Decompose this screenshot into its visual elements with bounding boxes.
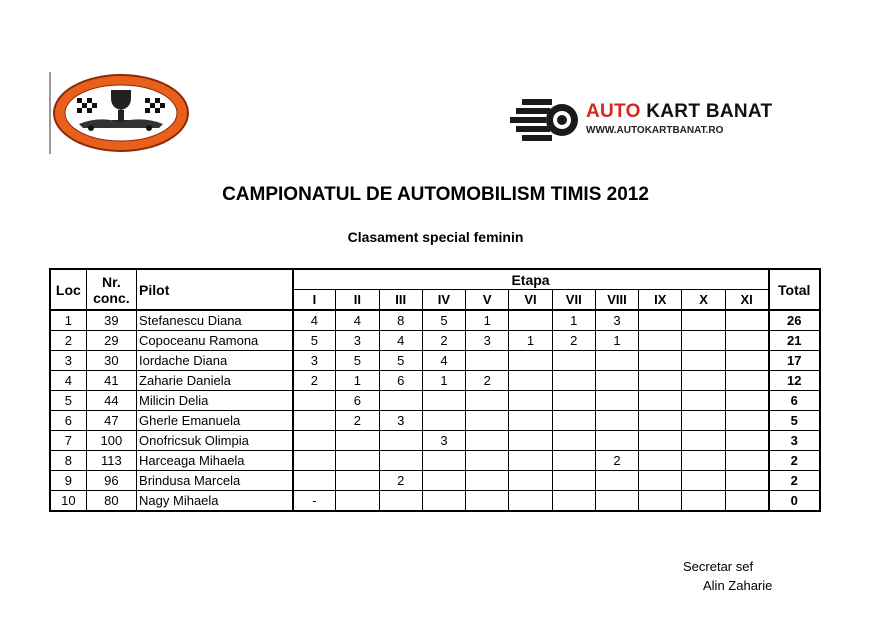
cell-stage-3: 5: [379, 351, 422, 371]
cell-stage-9: [639, 351, 682, 371]
cell-stage-7: [552, 491, 595, 512]
cell-nr: 44: [86, 391, 136, 411]
cell-stage-5: [466, 491, 509, 512]
stage-header-5: V: [466, 290, 509, 311]
cell-total: 5: [769, 411, 820, 431]
cell-stage-10: [682, 411, 725, 431]
cell-total: 12: [769, 371, 820, 391]
cell-stage-8: [595, 431, 638, 451]
cell-stage-5: [466, 351, 509, 371]
header-nr: Nr. conc.: [86, 269, 136, 310]
cell-pilot: Nagy Mihaela: [137, 491, 293, 512]
cell-stage-3: 6: [379, 371, 422, 391]
header-etapa: Etapa: [293, 269, 769, 290]
page-subtitle: Clasament special feminin: [347, 229, 524, 245]
stage-header-10: X: [682, 290, 725, 311]
cell-stage-11: [725, 331, 768, 351]
cell-stage-8: [595, 351, 638, 371]
table-row: [50, 411, 820, 431]
cell-stage-10: [682, 451, 725, 471]
cell-stage-6: [509, 431, 552, 451]
cell-stage-4: [422, 391, 465, 411]
brand-name: AUTO KART BANAT: [586, 101, 773, 122]
cell-pilot: Stefanescu Diana: [137, 310, 293, 331]
cell-stage-9: [639, 451, 682, 471]
cell-stage-5: 3: [466, 331, 509, 351]
stage-header-8: VIII: [595, 290, 638, 311]
cell-loc: 6: [50, 411, 86, 431]
cell-stage-4: 1: [422, 371, 465, 391]
cell-nr: 41: [86, 371, 136, 391]
cell-stage-7: [552, 431, 595, 451]
standings-table: [49, 268, 821, 512]
championship-logo: [49, 72, 191, 154]
cell-stage-2: 4: [336, 310, 379, 331]
cell-stage-1: [293, 471, 336, 491]
cell-stage-7: [552, 411, 595, 431]
cell-loc: 8: [50, 451, 86, 471]
cell-stage-10: [682, 391, 725, 411]
signature-block: [683, 557, 772, 595]
cell-stage-9: [639, 491, 682, 512]
cell-total: 26: [769, 310, 820, 331]
cell-stage-6: [509, 391, 552, 411]
cell-stage-1: 5: [293, 331, 336, 351]
cell-stage-10: [682, 310, 725, 331]
signature-name: Alin Zaharie: [703, 578, 773, 593]
cell-stage-1: [293, 411, 336, 431]
cell-stage-5: [466, 451, 509, 471]
cell-total: 21: [769, 331, 820, 351]
cell-stage-3: 3: [379, 411, 422, 431]
stage-header-6: VI: [509, 290, 552, 311]
stage-header-9: IX: [639, 290, 682, 311]
cell-stage-11: [725, 451, 768, 471]
table-row: [50, 351, 820, 371]
cell-stage-8: [595, 411, 638, 431]
cell-stage-10: [682, 351, 725, 371]
cell-stage-6: [509, 371, 552, 391]
cell-stage-5: [466, 431, 509, 451]
brand-url: WWW.AUTOKARTBANAT.RO: [586, 125, 724, 136]
header-loc: Loc: [50, 269, 86, 310]
cell-stage-1: 3: [293, 351, 336, 371]
cell-loc: 4: [50, 371, 86, 391]
cell-stage-2: 1: [336, 371, 379, 391]
cell-loc: 2: [50, 331, 86, 351]
cell-stage-4: [422, 411, 465, 431]
header-total: Total: [769, 269, 820, 310]
cell-stage-7: 1: [552, 310, 595, 331]
cell-stage-2: [336, 451, 379, 471]
cell-pilot: Milicin Delia: [137, 391, 293, 411]
cell-stage-5: [466, 471, 509, 491]
cell-stage-3: 4: [379, 331, 422, 351]
cell-stage-1: [293, 451, 336, 471]
cell-stage-9: [639, 391, 682, 411]
cell-stage-9: [639, 331, 682, 351]
cell-stage-10: [682, 491, 725, 512]
cell-stage-1: -: [293, 491, 336, 512]
auto-kart-banat-logo: [508, 96, 798, 142]
cell-stage-8: [595, 471, 638, 491]
header-pilot: Pilot: [137, 269, 293, 310]
cell-stage-5: [466, 391, 509, 411]
cell-stage-1: [293, 391, 336, 411]
cell-total: 6: [769, 391, 820, 411]
stage-header-7: VII: [552, 290, 595, 311]
cell-stage-6: [509, 411, 552, 431]
cell-stage-1: 2: [293, 371, 336, 391]
cell-stage-4: 2: [422, 331, 465, 351]
stage-header-11: XI: [725, 290, 768, 311]
cell-stage-7: [552, 371, 595, 391]
cell-stage-9: [639, 310, 682, 331]
cell-stage-4: [422, 451, 465, 471]
cell-pilot: Copoceanu Ramona: [137, 331, 293, 351]
table-row: [50, 310, 820, 331]
cell-pilot: Onofricsuk Olimpia: [137, 431, 293, 451]
cell-stage-2: 2: [336, 411, 379, 431]
cell-stage-10: [682, 471, 725, 491]
cell-stage-3: 2: [379, 471, 422, 491]
cell-pilot: Iordache Diana: [137, 351, 293, 371]
cell-stage-6: [509, 471, 552, 491]
cell-loc: 3: [50, 351, 86, 371]
cell-stage-5: 1: [466, 310, 509, 331]
cell-loc: 10: [50, 491, 86, 512]
page-title: CAMPIONATUL DE AUTOMOBILISM TIMIS 2012: [222, 184, 649, 205]
cell-stage-10: [682, 331, 725, 351]
cell-pilot: Zaharie Daniela: [137, 371, 293, 391]
cell-stage-7: 2: [552, 331, 595, 351]
cell-stage-4: [422, 491, 465, 512]
cell-loc: 1: [50, 310, 86, 331]
cell-stage-6: 1: [509, 331, 552, 351]
cell-nr: 30: [86, 351, 136, 371]
cell-stage-11: [725, 391, 768, 411]
cell-stage-9: [639, 471, 682, 491]
cell-stage-8: 1: [595, 331, 638, 351]
cell-stage-11: [725, 411, 768, 431]
cell-stage-10: [682, 431, 725, 451]
cell-stage-10: [682, 371, 725, 391]
table-row: [50, 371, 820, 391]
cell-loc: 5: [50, 391, 86, 411]
cell-nr: 100: [86, 431, 136, 451]
stage-header-3: III: [379, 290, 422, 311]
cell-nr: 39: [86, 310, 136, 331]
cell-stage-2: [336, 431, 379, 451]
cell-stage-8: [595, 491, 638, 512]
table-row: [50, 391, 820, 411]
cell-stage-8: 3: [595, 310, 638, 331]
table-row: [50, 331, 820, 351]
stage-header-1: I: [293, 290, 336, 311]
cell-stage-7: [552, 451, 595, 471]
cell-stage-9: [639, 371, 682, 391]
cell-stage-6: [509, 491, 552, 512]
speeding-wheel-icon: [508, 96, 580, 142]
stage-header-4: IV: [422, 290, 465, 311]
cell-stage-11: [725, 491, 768, 512]
cell-total: 2: [769, 471, 820, 491]
cell-loc: 9: [50, 471, 86, 491]
cell-stage-1: [293, 431, 336, 451]
cell-stage-3: [379, 431, 422, 451]
cell-stage-3: [379, 491, 422, 512]
cell-stage-11: [725, 371, 768, 391]
cell-pilot: Gherle Emanuela: [137, 411, 293, 431]
cell-stage-2: [336, 471, 379, 491]
cell-stage-4: [422, 471, 465, 491]
signature-role: Secretar sef: [683, 559, 754, 574]
cell-nr: 113: [86, 451, 136, 471]
cell-pilot: Brindusa Marcela: [137, 471, 293, 491]
cell-stage-8: [595, 391, 638, 411]
cell-nr: 96: [86, 471, 136, 491]
cell-stage-2: 6: [336, 391, 379, 411]
table-row: [50, 491, 820, 512]
cell-stage-8: 2: [595, 451, 638, 471]
cell-stage-1: 4: [293, 310, 336, 331]
cell-stage-2: 5: [336, 351, 379, 371]
cell-stage-9: [639, 431, 682, 451]
cell-stage-6: [509, 451, 552, 471]
championship-emblem-icon: [49, 72, 191, 154]
cell-loc: 7: [50, 431, 86, 451]
cell-stage-8: [595, 371, 638, 391]
cell-total: 2: [769, 451, 820, 471]
cell-nr: 80: [86, 491, 136, 512]
cell-stage-4: 4: [422, 351, 465, 371]
cell-pilot: Harceaga Mihaela: [137, 451, 293, 471]
stage-header-2: II: [336, 290, 379, 311]
cell-total: 0: [769, 491, 820, 512]
cell-stage-3: [379, 451, 422, 471]
cell-stage-7: [552, 391, 595, 411]
cell-stage-6: [509, 351, 552, 371]
cell-stage-5: [466, 411, 509, 431]
cell-stage-5: 2: [466, 371, 509, 391]
cell-stage-11: [725, 431, 768, 451]
table-row: [50, 431, 820, 451]
cell-stage-4: 5: [422, 310, 465, 331]
cell-total: 3: [769, 431, 820, 451]
cell-nr: 29: [86, 331, 136, 351]
table-row: [50, 451, 820, 471]
cell-stage-9: [639, 411, 682, 431]
cell-stage-11: [725, 310, 768, 331]
cell-stage-11: [725, 471, 768, 491]
cell-stage-4: 3: [422, 431, 465, 451]
cell-stage-2: [336, 491, 379, 512]
cell-stage-7: [552, 471, 595, 491]
cell-stage-2: 3: [336, 331, 379, 351]
cell-stage-7: [552, 351, 595, 371]
cell-stage-6: [509, 310, 552, 331]
cell-stage-3: 8: [379, 310, 422, 331]
cell-stage-3: [379, 391, 422, 411]
cell-stage-11: [725, 351, 768, 371]
cell-total: 17: [769, 351, 820, 371]
table-row: [50, 471, 820, 491]
cell-nr: 47: [86, 411, 136, 431]
